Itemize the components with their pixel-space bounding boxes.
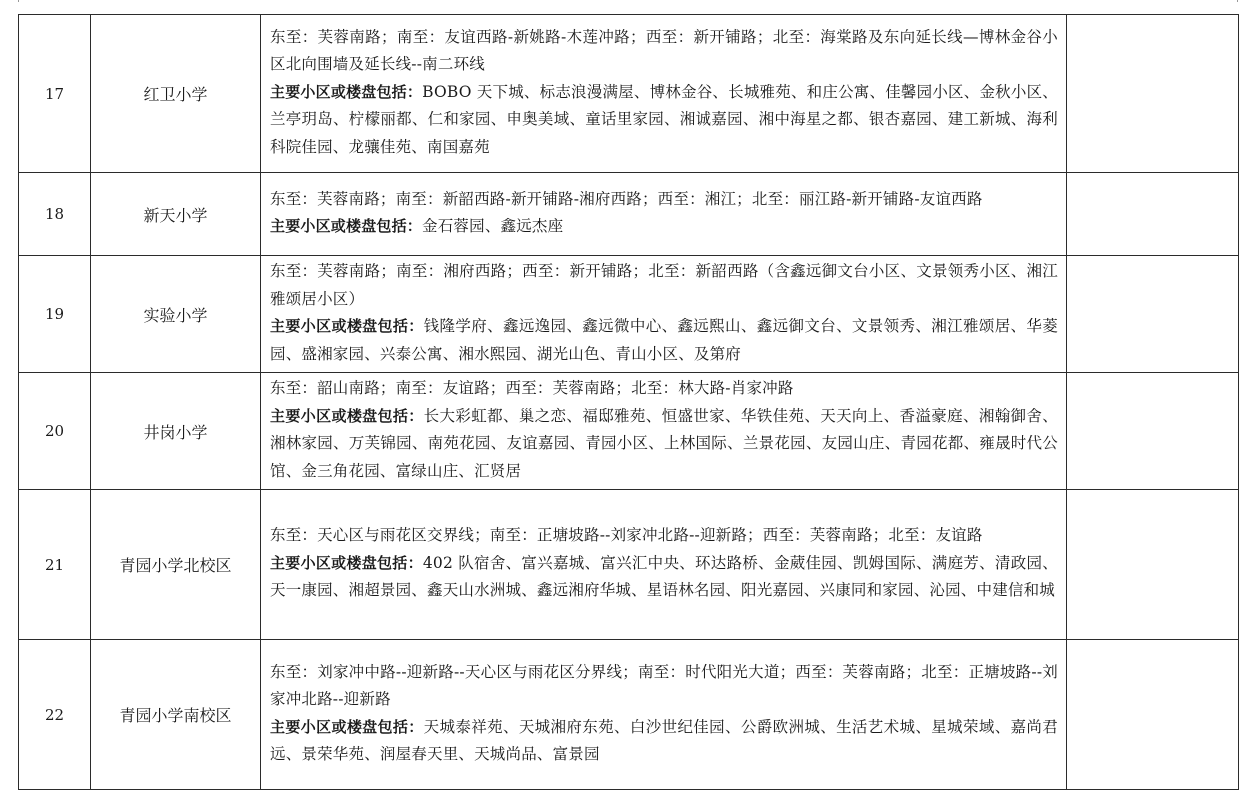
- district-description: [261, 15, 1067, 173]
- row-number: 17: [19, 15, 91, 173]
- table-row: [19, 256, 1239, 373]
- district-description: [261, 256, 1067, 373]
- communities-label: 主要小区或楼盘包括：: [270, 553, 423, 572]
- boundary-text: 东至：刘家冲中路--迎新路--天心区与雨花区分界线；南至：时代阳光大道；西至：芙蓉南路；北至：正塘坡路--刘家冲北路--迎新路: [270, 662, 1058, 708]
- table-top-edge: [18, 0, 1238, 2]
- communities-line: [270, 714, 1058, 769]
- communities-text: 天城泰祥苑、天城湘府东苑、白沙世纪佳园、公爵欧洲城、生活艺术城、星城荣域、嘉尚君远、景荣华苑、润屋春天里、天城尚品、富景园: [270, 717, 1058, 763]
- communities-line: [270, 79, 1058, 162]
- boundary-text: 东至：天心区与雨花区交界线；南至：正塘坡路--刘家冲北路--迎新路；西至：芙蓉南路；北至：友谊路: [270, 526, 983, 545]
- school-name: 青园小学北校区: [91, 490, 261, 640]
- district-description: [261, 173, 1067, 256]
- remarks-cell: [1067, 373, 1239, 490]
- school-name: 红卫小学: [91, 15, 261, 173]
- school-name: 井岗小学: [91, 373, 261, 490]
- communities-text: 钱隆学府、鑫远逸园、鑫远微中心、鑫远熙山、鑫远御文台、文景领秀、湘江雅颂居、华菱园、盛湘家园、兴泰公寓、湘水熙园、湖光山色、青山小区、及第府: [270, 317, 1058, 363]
- boundary-text: 东至：芙蓉南路；南至：新韶西路-新开铺路-湘府西路；西至：湘江；北至：丽江路-新开铺路-友谊西路: [270, 189, 983, 208]
- district-description: [261, 490, 1067, 640]
- communities-text: 402 队宿舍、富兴嘉城、富兴汇中央、环达路桥、金葳佳园、凯姆国际、满庭芳、清政园、天一康园、湘超景园、鑫天山水洲城、鑫远湘府华城、星语林名园、阳光嘉园、兴康同和家园、沁园、中建信和城: [270, 553, 1058, 600]
- communities-line: [270, 403, 1058, 486]
- boundary-text: 东至：芙蓉南路；南至：友谊西路-新姚路-木莲冲路；西至：新开铺路；北至：海棠路及东向延长线—博林金谷小区北向围墙及延长线--南二环线: [270, 27, 1058, 74]
- table-row: [19, 373, 1239, 490]
- table-row: [19, 173, 1239, 256]
- communities-line: [270, 313, 1058, 368]
- district-description: [261, 640, 1067, 790]
- school-district-table: [18, 14, 1239, 790]
- row-number: 21: [19, 490, 91, 640]
- communities-label: 主要小区或楼盘包括：: [270, 717, 424, 736]
- communities-text: BOBO 天下城、标志浪漫满屋、博林金谷、长城雅苑、和庄公寓、佳馨园小区、金秋小区、兰亭玥岛、柠檬丽都、仁和家园、申奥美域、童话里家园、湘诚嘉园、湘中海星之都、银杏嘉园、建工新城、海利科院佳园、龙骧佳苑、南国嘉苑: [270, 82, 1058, 156]
- remarks-cell: [1067, 256, 1239, 373]
- communities-line: [270, 550, 1058, 605]
- communities-line: [270, 213, 1058, 241]
- remarks-cell: [1067, 15, 1239, 173]
- table-row: [19, 15, 1239, 173]
- row-number: 22: [19, 640, 91, 790]
- communities-text: 长大彩虹都、巢之恋、福邸雅苑、恒盛世家、华铁佳苑、天天向上、香溢豪庭、湘翰御舍、湘林家园、万芙锦园、南苑花园、友谊嘉园、青园小区、上林国际、兰景花园、友园山庄、青园花都、雍晟时代公馆、金三角花园、富绿山庄、汇贤居: [270, 406, 1058, 480]
- district-description: [261, 373, 1067, 490]
- communities-label: 主要小区或楼盘包括：: [270, 406, 424, 425]
- boundary-text: 东至：芙蓉南路；南至：湘府西路；西至：新开铺路；北至：新韶西路（含鑫远御文台小区、文景领秀小区、湘江雅颂居小区）: [270, 262, 1058, 308]
- row-number: 18: [19, 173, 91, 256]
- remarks-cell: [1067, 173, 1239, 256]
- school-name: 实验小学: [91, 256, 261, 373]
- boundary-text: 东至：韶山南路；南至：友谊路；西至：芙蓉南路；北至：林大路-肖家冲路: [270, 379, 794, 397]
- communities-text: 金石蓉园、鑫远杰座: [422, 217, 564, 235]
- school-name: 青园小学南校区: [91, 640, 261, 790]
- communities-label: 主要小区或楼盘包括：: [270, 217, 423, 235]
- table-row: [19, 640, 1239, 790]
- communities-label: 主要小区或楼盘包括：: [270, 317, 424, 335]
- row-number: 19: [19, 256, 91, 373]
- school-name: 新天小学: [91, 173, 261, 256]
- remarks-cell: [1067, 640, 1239, 790]
- communities-label: 主要小区或楼盘包括：: [270, 82, 423, 101]
- row-number: 20: [19, 373, 91, 490]
- table-row: [19, 490, 1239, 640]
- remarks-cell: [1067, 490, 1239, 640]
